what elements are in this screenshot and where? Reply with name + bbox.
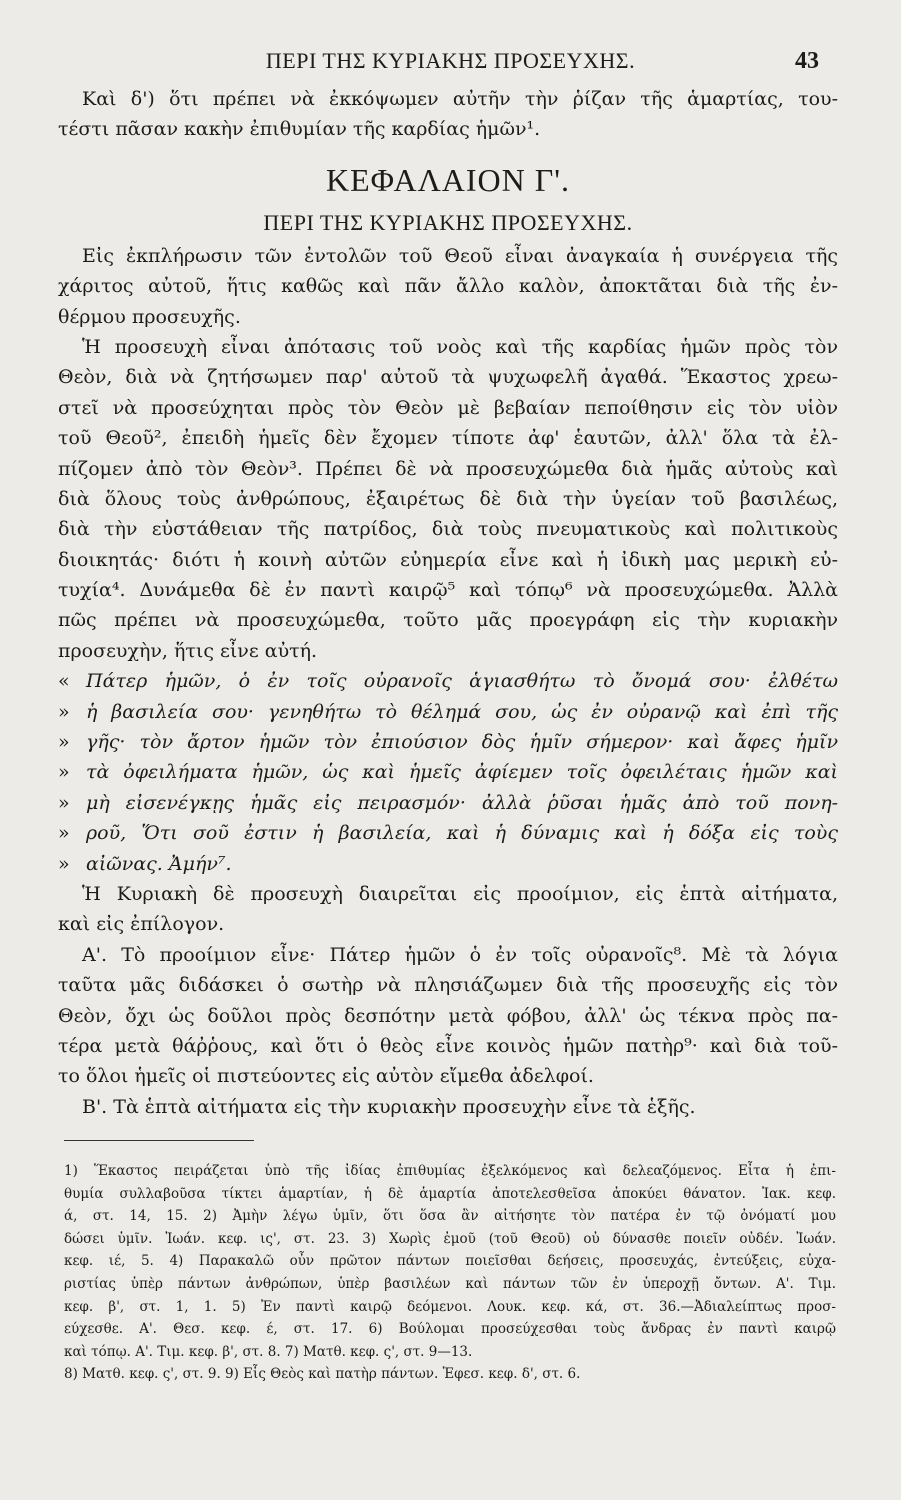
running-title: ΠΕΡΙ ΤΗΣ ΚΥΡΙΑΚΗΣ ΠΡΟΣΕΥΧΗΣ.: [265, 48, 636, 73]
prayer-line: [58, 757, 838, 787]
chapter-subtitle: ΠΕΡΙ ΤΗΣ ΚΥΡΙΑΚΗΣ ΠΡΟΣΕΥΧΗΣ.: [263, 209, 633, 235]
footnote-line: ριστίας ὑπὲρ πάντων ἀνθρώπων, ὑπὲρ βασιλέων καὶ πάντων τῶν ἐν ὑπεροχῇ ὄντων. Α'. Τιμ.: [64, 1275, 836, 1292]
page-header: [0, 48, 901, 78]
footnotes: [64, 1160, 836, 1386]
text-line: διοικητάς· διότι ἡ κοινὴ αὐτῶν εὐημερία εἶνε καὶ ἡ ἰδικὴ μας μερικὴ εὐ-: [58, 548, 838, 571]
footnote-line: δώσει ὑμῖν. Ἰωάν. κεφ. ις', στ. 23. 3) Χωρὶς ἐμοῦ (τοῦ Θεοῦ) οὐ δύνασθε ποιεῖν οὐδέν. Ἰωάν.: [64, 1230, 836, 1247]
text-line: θέρμου προσευχῆς.: [58, 305, 241, 328]
text-line: τέρα μετὰ θάῤῥους, καὶ ὅτι ὁ θεὸς εἶνε κοινὸς ἡμῶν πατὴρ⁹· καὶ διὰ τοῦ-: [58, 1034, 838, 1057]
text-line: ταῦτα μᾶς διδάσκει ὁ σωτὴρ νὰ πλησιάζωμεν διὰ τῆς προσευχῆς εἰς τὸν: [58, 974, 838, 997]
text-line: Α'. Τὸ προοίμιον εἶνε· Πάτερ ἡμῶν ὁ ἐν τοῖς οὐρανοῖς⁸. Μὲ τὰ λόγια: [82, 943, 838, 966]
text-line: το ὅλοι ἡμεῖς οἱ πιστεύοντες εἰς αὐτὸν εἴμεθα ἀδελφοί.: [58, 1065, 594, 1088]
text-line: Καὶ δ') ὅτι πρέπει νὰ ἐκκόψωμεν αὐτῆν τὴν ῥίζαν τῆς ἁμαρτίας, του-: [82, 88, 838, 110]
text-line: χάριτος αὐτοῦ, ἥτις καθῶς καὶ πᾶν ἄλλο καλὸν, ἀποκτᾶται διὰ τῆς ἐν-: [58, 275, 838, 298]
footnote-line: θυμία συλλαβοῦσα τίκτει ἁμαρτίαν, ἡ δὲ ἁμαρτία ἀποτελεσθεῖσα ἀποκύει θάνατον. Ἰακ. κεφ.: [64, 1185, 836, 1202]
prayer-text: ἡ βασιλεία σου· γενηθήτω τὸ θέλημά σου, ὡς ἐν οὐρανῷ καὶ ἐπὶ τῆς: [86, 700, 838, 723]
quote-mark: »: [58, 822, 70, 845]
footnote-line: κεφ. β', στ. 1, 1. 5) Ἐν παντὶ καιρῷ δεόμενοι. Λουκ. κεφ. κά, στ. 36.—Ἀδιαλείπτως προσ-: [64, 1298, 836, 1315]
footnote-line: 8) Ματθ. κεφ. ς', στ. 9. 9) Εἷς Θεὸς καὶ πατὴρ πάντων. Ἐφεσ. κεφ. δ', στ. 6.: [64, 1366, 581, 1383]
text-line: τυχία⁴. Δυνάμεθα δὲ ἐν παντὶ καιρῷ⁵ καὶ τόπῳ⁶ νὰ προσευχώμεθα. Ἀλλὰ: [58, 579, 838, 602]
quote-mark: »: [58, 731, 70, 754]
prayer-text: μὴ εἰσενέγκῃς ἡμᾶς εἰς πειρασμόν· ἀλλὰ ῥῦσαι ἡμᾶς ἀπὸ τοῦ πονη-: [86, 791, 838, 814]
text-line: Εἰς ἐκπλήρωσιν τῶν ἐντολῶν τοῦ Θεοῦ εἶναι ἀναγκαία ἡ συνέργεια τῆς: [82, 244, 838, 267]
quote-mark: »: [58, 852, 70, 875]
prayer-line: [58, 697, 838, 727]
text-line: Β'. Τὰ ἑπτὰ αἰτήματα εἰς τὴν κυριακὴν προσευχὴν εἶνε τὰ ἑξῆς.: [82, 1095, 696, 1118]
text-line: πῶς πρέπει νὰ προσευχώμεθα, τοῦτο μᾶς προεγράφη εἰς τὴν κυριακὴν: [58, 609, 838, 632]
quote-mark: «: [58, 670, 70, 693]
footnote-line: εύχεσθε. Α'. Θεσ. κεφ. έ, στ. 17. 6) Βούλομαι προσεύχεσθαι τοὺς ἄνδρας ἐν παντὶ καιρῷ: [64, 1321, 836, 1338]
quote-mark: »: [58, 761, 70, 784]
prayer-line: [58, 666, 838, 696]
prayer-line: [58, 727, 838, 757]
footnote-line: 1) Ἕκαστος πειράζεται ὑπὸ τῆς ἰδίας ἐπιθυμίας ἐξελκόμενος καὶ δελεαζόμενος. Εἶτα ἡ ἐπι-: [64, 1163, 836, 1179]
text-line: Ἡ προσευχὴ εἶναι ἀπότασις τοῦ νοὸς καὶ τῆς καρδίας ἡμῶν πρὸς τὸν: [82, 335, 838, 358]
quote-mark: »: [58, 791, 70, 814]
text-line: προσευχὴν, ἥτις εἶνε αὐτή.: [58, 639, 318, 662]
text-line: στεῖ νὰ προσεύχηται πρὸς τὸν Θεὸν μὲ βεβαίαν πεποίθησιν εἰς τὸν υἱὸν: [58, 396, 838, 419]
footnote-line: ά, στ. 14, 15. 2) Ἀμὴν λέγω ὑμῖν, ὅτι ὅσα ἂν αἰτήσητε τὸν πατέρα ἐν τῷ ὀνόματί μου: [64, 1208, 836, 1225]
footnote-line: καὶ τόπῳ. Α'. Τιμ. κεφ. β', στ. 8. 7) Ματθ. κεφ. ς', στ. 9—13.: [64, 1343, 473, 1360]
prayer-text: Πάτερ ἡμῶν, ὁ ἐν τοῖς οὐρανοῖς ἁγιασθήτω τὸ ὄνομά σου· ἐλθέτω: [86, 670, 838, 693]
text-line: Θεὸν, διὰ νὰ ζητήσωμεν παρ' αὐτοῦ τὰ ψυχωφελῆ ἀγαθά. Ἕκαστος χρεω-: [58, 366, 838, 389]
text-line: Ἡ Κυριακὴ δὲ προσευχὴ διαιρεῖται εἰς προοίμιον, εἰς ἑπτὰ αἰτήματα,: [82, 882, 838, 905]
text-line: διὰ ὅλους τοὺς ἀνθρώπους, ἐξαιρέτως δὲ διὰ τὴν ὑγείαν τοῦ βασιλέως,: [58, 487, 838, 510]
text-line: καὶ εἰς ἐπίλογον.: [58, 913, 225, 936]
text-line: τοῦ Θεοῦ², ἐπειδὴ ἡμεῖς δὲν ἔχομεν τίποτε ἀφ' ἑαυτῶν, ἀλλ' ὅλα τὰ ἐλ-: [58, 427, 838, 450]
text-line: πίζομεν ἀπὸ τὸν Θεὸν³. Πρέπει δὲ νὰ προσευχώμεθα διὰ ἡμᾶς αὐτοὺς καὶ: [58, 457, 838, 480]
text-line: διὰ τὴν εὐστάθειαν τῆς πατρίδος, διὰ τοὺς πνευματικοὺς καὶ πολιτικοὺς: [58, 518, 838, 541]
prayer-text: τὰ ὀφειλήματα ἡμῶν, ὡς καὶ ἡμεῖς ἀφίεμεν τοῖς ὀφειλέταις ἡμῶν καὶ: [86, 761, 838, 784]
prayer-text: αἰῶνας. Ἀμήν⁷.: [86, 852, 232, 875]
text-line: Θεὸν, ὄχι ὡς δοῦλοι πρὸς δεσπότην μετὰ φόβου, ἀλλ' ὡς τέκνα πρὸς πα-: [58, 1004, 838, 1027]
footnote-divider: [64, 1140, 254, 1141]
text-line: τέστι πᾶσαν κακὴν ἐπιθυμίαν τῆς καρδίας ἡμῶν¹.: [58, 118, 541, 141]
main-text: [58, 84, 838, 1122]
prayer-text: γῆς· τὸν ἄρτον ἡμῶν τὸν ἐπιούσιον δὸς ἡμῖν σήμερον· καὶ ἄφες ἡμῖν: [86, 731, 838, 754]
chapter-title: ΚΕΦΑΛΑΙΟΝ Γ'.: [325, 161, 571, 198]
quote-mark: »: [58, 700, 70, 723]
prayer-text: ροῦ, Ὅτι σοῦ ἐστιν ἡ βασιλεία, καὶ ἡ δύναμις καὶ ἡ δόξα εἰς τοὺς: [86, 822, 838, 845]
prayer-line: [58, 849, 838, 879]
footnote-line: κεφ. ιέ, 5. 4) Παρακαλῶ οὖν πρῶτον πάντων ποιεῖσθαι δεήσεις, προσευχάς, ἐντεύξεις, εὐχα-: [64, 1253, 836, 1270]
page-number: 43: [795, 48, 819, 74]
prayer-line: [58, 818, 838, 848]
prayer-line: [58, 788, 838, 818]
